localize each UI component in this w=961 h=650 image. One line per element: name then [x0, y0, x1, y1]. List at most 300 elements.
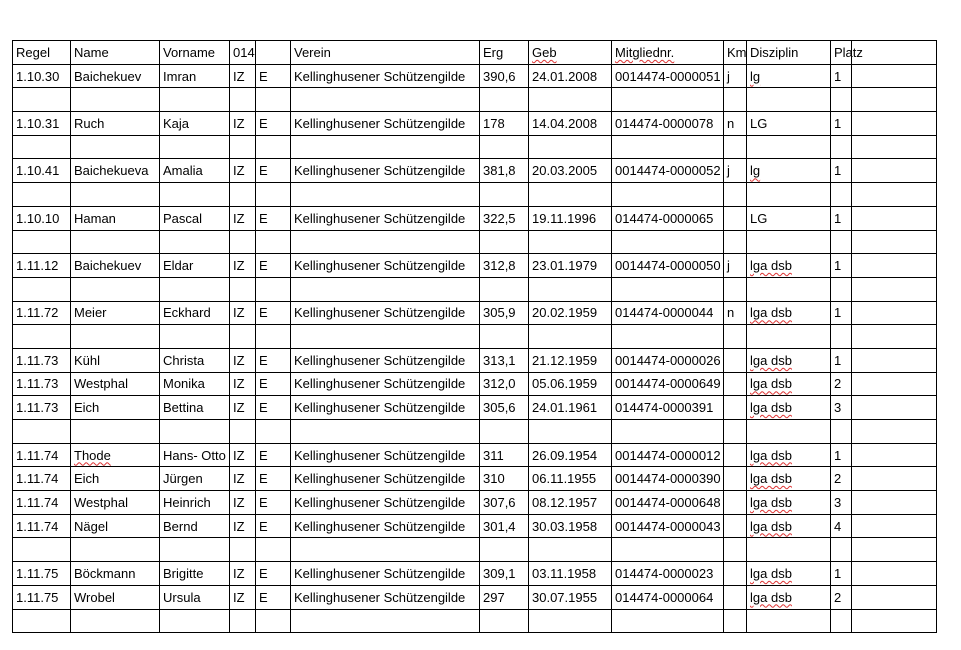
cell-platz — [831, 88, 852, 112]
cell-regel: 1.11.74 — [13, 491, 71, 515]
cell-extra — [852, 183, 937, 207]
cell-verein — [291, 609, 480, 633]
cell-erg — [480, 135, 529, 159]
cell-geb: 30.07.1955 — [529, 585, 612, 609]
cell-disziplin — [747, 88, 831, 112]
cell-regel: 1.11.73 — [13, 348, 71, 372]
table-row — [13, 538, 937, 562]
cell-vorname: Eldar — [160, 254, 230, 278]
cell-regel: 1.11.75 — [13, 585, 71, 609]
cell-mitgliednr: 014474-0000064 — [612, 585, 724, 609]
cell-type — [256, 183, 291, 207]
cell-regel: 1.11.74 — [13, 467, 71, 491]
cell-name — [71, 277, 160, 301]
cell-code-014: IZ — [230, 467, 256, 491]
cell-erg: 311 — [480, 443, 529, 467]
cell-km — [724, 372, 747, 396]
cell-geb — [529, 538, 612, 562]
header-mitgliednr: Mitgliednr. — [612, 41, 724, 65]
cell-erg: 381,8 — [480, 159, 529, 183]
cell-erg — [480, 609, 529, 633]
cell-erg: 312,8 — [480, 254, 529, 278]
table-row — [13, 467, 937, 491]
cell-regel: 1.11.75 — [13, 562, 71, 586]
cell-vorname — [160, 325, 230, 349]
cell-type: E — [256, 562, 291, 586]
cell-code-014: IZ — [230, 514, 256, 538]
table-row — [13, 609, 937, 633]
cell-name: Baichekueva — [71, 159, 160, 183]
cell-code-014 — [230, 88, 256, 112]
cell-vorname — [160, 420, 230, 444]
cell-code-014: IZ — [230, 206, 256, 230]
cell-vorname: Imran — [160, 64, 230, 88]
table-row — [13, 135, 937, 159]
cell-erg: 297 — [480, 585, 529, 609]
cell-disziplin: lga dsb — [747, 562, 831, 586]
cell-regel: 1.10.10 — [13, 206, 71, 230]
header-code-014: 014 — [230, 41, 256, 65]
cell-extra — [852, 112, 937, 136]
cell-type: E — [256, 64, 291, 88]
cell-platz: 4 — [831, 514, 852, 538]
cell-verein: Kellinghusener Schützengilde — [291, 112, 480, 136]
cell-type: E — [256, 467, 291, 491]
cell-code-014: IZ — [230, 396, 256, 420]
header-geb: Geb — [529, 41, 612, 65]
cell-regel — [13, 325, 71, 349]
cell-vorname: Kaja — [160, 112, 230, 136]
cell-code-014: IZ — [230, 585, 256, 609]
cell-type: E — [256, 372, 291, 396]
cell-extra — [852, 562, 937, 586]
cell-mitgliednr — [612, 277, 724, 301]
cell-vorname — [160, 609, 230, 633]
cell-vorname: Christa — [160, 348, 230, 372]
cell-extra — [852, 538, 937, 562]
cell-km — [724, 420, 747, 444]
cell-vorname — [160, 230, 230, 254]
cell-code-014: IZ — [230, 64, 256, 88]
cell-code-014: IZ — [230, 372, 256, 396]
cell-km — [724, 467, 747, 491]
cell-regel: 1.11.74 — [13, 514, 71, 538]
cell-regel — [13, 538, 71, 562]
cell-regel — [13, 230, 71, 254]
table-row — [13, 277, 937, 301]
cell-regel — [13, 420, 71, 444]
cell-erg: 309,1 — [480, 562, 529, 586]
cell-type — [256, 277, 291, 301]
cell-vorname — [160, 277, 230, 301]
cell-platz: 1 — [831, 348, 852, 372]
cell-mitgliednr: 0014474-0000649 — [612, 372, 724, 396]
cell-erg: 322,5 — [480, 206, 529, 230]
header-platz: Platz — [831, 41, 852, 65]
cell-platz: 1 — [831, 159, 852, 183]
cell-vorname: Hans- Otto — [160, 443, 230, 467]
table-row — [13, 159, 937, 183]
cell-verein: Kellinghusener Schützengilde — [291, 562, 480, 586]
cell-regel — [13, 609, 71, 633]
cell-km — [724, 609, 747, 633]
cell-erg: 305,6 — [480, 396, 529, 420]
cell-vorname: Brigitte — [160, 562, 230, 586]
cell-verein: Kellinghusener Schützengilde — [291, 301, 480, 325]
cell-verein: Kellinghusener Schützengilde — [291, 443, 480, 467]
cell-mitgliednr: 0014474-0000051 — [612, 64, 724, 88]
cell-km: n — [724, 112, 747, 136]
cell-disziplin: lga dsb — [747, 514, 831, 538]
cell-extra — [852, 254, 937, 278]
cell-type: E — [256, 348, 291, 372]
cell-type — [256, 88, 291, 112]
cell-verein: Kellinghusener Schützengilde — [291, 491, 480, 515]
cell-km — [724, 514, 747, 538]
cell-disziplin — [747, 230, 831, 254]
header-verein: Verein — [291, 41, 480, 65]
cell-mitgliednr: 0014474-0000050 — [612, 254, 724, 278]
cell-disziplin: lg — [747, 159, 831, 183]
cell-geb — [529, 135, 612, 159]
cell-regel: 1.11.12 — [13, 254, 71, 278]
cell-platz: 1 — [831, 64, 852, 88]
cell-platz — [831, 135, 852, 159]
cell-geb — [529, 325, 612, 349]
cell-erg — [480, 538, 529, 562]
cell-geb: 05.06.1959 — [529, 372, 612, 396]
cell-platz — [831, 538, 852, 562]
header-disziplin: Disziplin — [747, 41, 831, 65]
cell-type: E — [256, 491, 291, 515]
cell-geb: 21.12.1959 — [529, 348, 612, 372]
cell-disziplin — [747, 420, 831, 444]
cell-platz: 2 — [831, 467, 852, 491]
cell-geb: 26.09.1954 — [529, 443, 612, 467]
cell-geb — [529, 420, 612, 444]
cell-geb: 03.11.1958 — [529, 562, 612, 586]
cell-disziplin: lga dsb — [747, 396, 831, 420]
table-row — [13, 585, 937, 609]
cell-code-014 — [230, 183, 256, 207]
cell-geb: 24.01.2008 — [529, 64, 612, 88]
cell-mitgliednr: 014474-0000023 — [612, 562, 724, 586]
cell-code-014 — [230, 135, 256, 159]
cell-km — [724, 491, 747, 515]
cell-name — [71, 183, 160, 207]
cell-disziplin: lg — [747, 64, 831, 88]
cell-verein: Kellinghusener Schützengilde — [291, 467, 480, 491]
cell-geb — [529, 88, 612, 112]
cell-geb: 23.01.1979 — [529, 254, 612, 278]
cell-km: j — [724, 159, 747, 183]
cell-platz — [831, 609, 852, 633]
cell-km — [724, 538, 747, 562]
cell-type: E — [256, 159, 291, 183]
table-row — [13, 514, 937, 538]
cell-geb: 20.02.1959 — [529, 301, 612, 325]
cell-extra — [852, 64, 937, 88]
cell-vorname — [160, 183, 230, 207]
cell-regel: 1.10.30 — [13, 64, 71, 88]
cell-regel: 1.11.74 — [13, 443, 71, 467]
cell-vorname: Monika — [160, 372, 230, 396]
cell-mitgliednr — [612, 609, 724, 633]
cell-platz: 1 — [831, 112, 852, 136]
cell-code-014: IZ — [230, 301, 256, 325]
cell-disziplin — [747, 538, 831, 562]
header-row — [13, 41, 937, 65]
cell-platz: 2 — [831, 372, 852, 396]
cell-km: n — [724, 301, 747, 325]
cell-verein: Kellinghusener Schützengilde — [291, 348, 480, 372]
cell-geb: 14.04.2008 — [529, 112, 612, 136]
table-row — [13, 491, 937, 515]
cell-regel: 1.11.72 — [13, 301, 71, 325]
cell-geb — [529, 609, 612, 633]
cell-vorname — [160, 135, 230, 159]
cell-extra — [852, 514, 937, 538]
cell-code-014 — [230, 420, 256, 444]
table-row — [13, 301, 937, 325]
header-km: Km — [724, 41, 747, 65]
cell-verein — [291, 277, 480, 301]
cell-extra — [852, 230, 937, 254]
cell-erg — [480, 420, 529, 444]
results-table — [12, 40, 937, 633]
cell-name — [71, 538, 160, 562]
cell-verein: Kellinghusener Schützengilde — [291, 514, 480, 538]
cell-verein: Kellinghusener Schützengilde — [291, 585, 480, 609]
cell-km — [724, 135, 747, 159]
cell-km — [724, 277, 747, 301]
cell-extra — [852, 206, 937, 230]
cell-name: Westphal — [71, 491, 160, 515]
cell-type: E — [256, 301, 291, 325]
cell-erg: 307,6 — [480, 491, 529, 515]
cell-name: Wrobel — [71, 585, 160, 609]
cell-code-014: IZ — [230, 112, 256, 136]
cell-platz — [831, 325, 852, 349]
cell-code-014 — [230, 325, 256, 349]
cell-geb: 19.11.1996 — [529, 206, 612, 230]
cell-geb: 24.01.1961 — [529, 396, 612, 420]
cell-extra — [852, 585, 937, 609]
header-type — [256, 41, 291, 65]
cell-geb — [529, 183, 612, 207]
cell-disziplin: lga dsb — [747, 301, 831, 325]
cell-km — [724, 183, 747, 207]
cell-verein — [291, 135, 480, 159]
cell-erg: 312,0 — [480, 372, 529, 396]
cell-vorname: Heinrich — [160, 491, 230, 515]
cell-extra — [852, 372, 937, 396]
cell-name: Ruch — [71, 112, 160, 136]
cell-km — [724, 443, 747, 467]
cell-name — [71, 88, 160, 112]
cell-erg: 313,1 — [480, 348, 529, 372]
cell-name: Haman — [71, 206, 160, 230]
cell-km — [724, 348, 747, 372]
cell-regel: 1.11.73 — [13, 372, 71, 396]
cell-name: Böckmann — [71, 562, 160, 586]
cell-disziplin: lga dsb — [747, 585, 831, 609]
cell-code-014 — [230, 277, 256, 301]
cell-geb — [529, 277, 612, 301]
cell-regel — [13, 88, 71, 112]
cell-platz: 1 — [831, 301, 852, 325]
table-row — [13, 64, 937, 88]
table-row — [13, 562, 937, 586]
cell-platz: 3 — [831, 491, 852, 515]
cell-verein: Kellinghusener Schützengilde — [291, 206, 480, 230]
cell-type: E — [256, 206, 291, 230]
cell-platz: 2 — [831, 585, 852, 609]
cell-type: E — [256, 396, 291, 420]
cell-type: E — [256, 112, 291, 136]
cell-extra — [852, 348, 937, 372]
cell-type: E — [256, 443, 291, 467]
cell-mitgliednr — [612, 420, 724, 444]
cell-geb: 06.11.1955 — [529, 467, 612, 491]
cell-erg — [480, 325, 529, 349]
cell-geb — [529, 230, 612, 254]
cell-extra — [852, 277, 937, 301]
cell-verein: Kellinghusener Schützengilde — [291, 159, 480, 183]
cell-geb: 20.03.2005 — [529, 159, 612, 183]
cell-disziplin — [747, 325, 831, 349]
cell-name: Meier — [71, 301, 160, 325]
cell-mitgliednr: 0014474-0000648 — [612, 491, 724, 515]
table-row — [13, 443, 937, 467]
cell-type — [256, 230, 291, 254]
cell-vorname — [160, 88, 230, 112]
cell-mitgliednr — [612, 538, 724, 562]
cell-extra — [852, 396, 937, 420]
cell-verein — [291, 230, 480, 254]
cell-platz — [831, 183, 852, 207]
cell-code-014 — [230, 538, 256, 562]
cell-platz — [831, 420, 852, 444]
cell-mitgliednr: 014474-0000065 — [612, 206, 724, 230]
cell-platz: 3 — [831, 396, 852, 420]
cell-code-014: IZ — [230, 491, 256, 515]
cell-regel — [13, 277, 71, 301]
cell-km — [724, 562, 747, 586]
cell-vorname — [160, 538, 230, 562]
cell-regel: 1.10.31 — [13, 112, 71, 136]
cell-geb: 08.12.1957 — [529, 491, 612, 515]
cell-platz: 1 — [831, 443, 852, 467]
cell-mitgliednr: 0014474-0000012 — [612, 443, 724, 467]
cell-regel: 1.11.73 — [13, 396, 71, 420]
table-row — [13, 372, 937, 396]
cell-verein: Kellinghusener Schützengilde — [291, 254, 480, 278]
cell-mitgliednr — [612, 135, 724, 159]
cell-extra — [852, 491, 937, 515]
cell-disziplin: LG — [747, 112, 831, 136]
cell-mitgliednr: 014474-0000078 — [612, 112, 724, 136]
cell-name: Nägel — [71, 514, 160, 538]
cell-name — [71, 135, 160, 159]
cell-verein: Kellinghusener Schützengilde — [291, 372, 480, 396]
cell-type — [256, 135, 291, 159]
table-row — [13, 230, 937, 254]
cell-km — [724, 585, 747, 609]
cell-platz: 1 — [831, 254, 852, 278]
cell-disziplin — [747, 277, 831, 301]
header-vorname: Vorname — [160, 41, 230, 65]
cell-verein — [291, 538, 480, 562]
cell-verein — [291, 88, 480, 112]
cell-erg: 301,4 — [480, 514, 529, 538]
cell-verein — [291, 325, 480, 349]
cell-code-014 — [230, 230, 256, 254]
cell-erg — [480, 183, 529, 207]
cell-vorname: Eckhard — [160, 301, 230, 325]
cell-extra — [852, 609, 937, 633]
cell-extra — [852, 467, 937, 491]
cell-km: j — [724, 64, 747, 88]
cell-name: Baichekuev — [71, 64, 160, 88]
cell-disziplin: lga dsb — [747, 443, 831, 467]
cell-code-014 — [230, 609, 256, 633]
cell-extra — [852, 325, 937, 349]
cell-extra — [852, 135, 937, 159]
cell-regel: 1.10.41 — [13, 159, 71, 183]
cell-erg: 310 — [480, 467, 529, 491]
cell-platz — [831, 230, 852, 254]
cell-name — [71, 230, 160, 254]
header-extra — [852, 41, 937, 65]
cell-name — [71, 325, 160, 349]
cell-geb: 30.03.1958 — [529, 514, 612, 538]
cell-code-014: IZ — [230, 443, 256, 467]
cell-km — [724, 88, 747, 112]
table-row — [13, 325, 937, 349]
cell-name — [71, 420, 160, 444]
cell-mitgliednr: 014474-0000044 — [612, 301, 724, 325]
header-name: Name — [71, 41, 160, 65]
cell-mitgliednr — [612, 183, 724, 207]
cell-mitgliednr: 0014474-0000390 — [612, 467, 724, 491]
header-regel: Regel — [13, 41, 71, 65]
cell-erg: 305,9 — [480, 301, 529, 325]
cell-verein: Kellinghusener Schützengilde — [291, 396, 480, 420]
table-row — [13, 420, 937, 444]
cell-disziplin: lga dsb — [747, 372, 831, 396]
cell-type — [256, 420, 291, 444]
table-row — [13, 254, 937, 278]
cell-verein: Kellinghusener Schützengilde — [291, 64, 480, 88]
cell-name: Baichekuev — [71, 254, 160, 278]
cell-name: Eich — [71, 467, 160, 491]
cell-verein — [291, 183, 480, 207]
table-row — [13, 206, 937, 230]
cell-mitgliednr: 0014474-0000052 — [612, 159, 724, 183]
cell-name: Kühl — [71, 348, 160, 372]
cell-name: Thode — [71, 443, 160, 467]
cell-km — [724, 230, 747, 254]
cell-erg — [480, 230, 529, 254]
table-row — [13, 396, 937, 420]
cell-disziplin — [747, 609, 831, 633]
cell-type: E — [256, 585, 291, 609]
cell-type: E — [256, 254, 291, 278]
cell-regel — [13, 183, 71, 207]
cell-regel — [13, 135, 71, 159]
cell-code-014: IZ — [230, 159, 256, 183]
